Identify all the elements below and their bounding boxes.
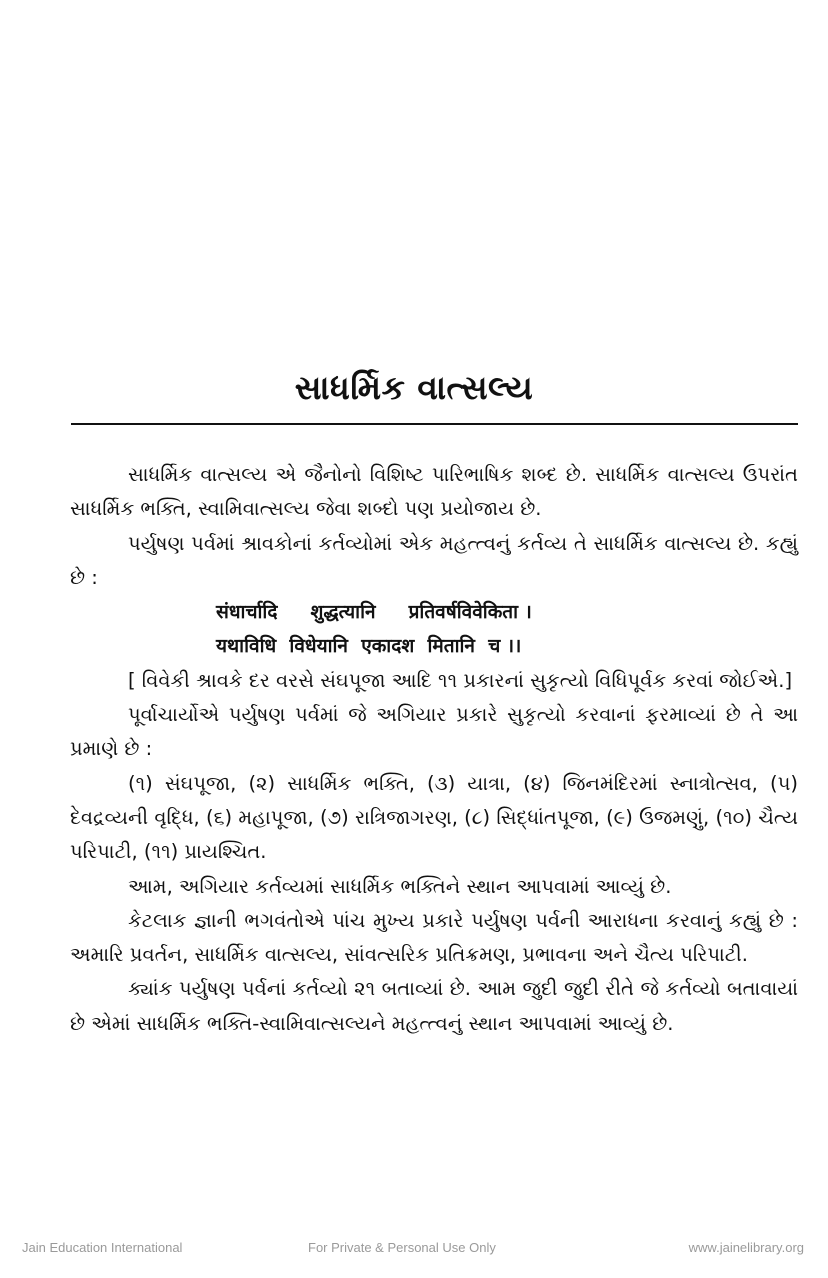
paragraph: પૂર્વાચાર્યોએ પર્યુષણ પર્વમાં જે અગિયાર પ્રકારે સુકૃત્યો કરવાનાં ફરમાવ્યાં છે તે આ પ્રમાણે છે : [70, 703, 798, 761]
numbered-duties-list: (૧) સંઘપૂજા, (૨) સાધર્મિક ભક્તિ, (૩) યાત્રા, (૪) જિનમંદિરમાં સ્નાત્રોત્સવ, (૫) દેવદ્રવ્યની વૃદ્ધિ, (૬) મહાપૂજા, (૭) રાત્રિજાગરણ, (૮) સિદ્ધાંતપૂજા, (૯) ઉજમણું, (૧૦) ચૈત્ય પરિપાટી, (૧૧) પ્રાયશ્ચિત. [70, 771, 798, 864]
footer-usage-notice: For Private & Personal Use Only [308, 1240, 496, 1255]
sanskrit-verse-line: संधार्चादि शुद्धत्यानि प्रतिवर्षविवेकिता । [216, 601, 532, 624]
body-text [70, 458, 798, 1041]
title-rule [71, 423, 798, 425]
paragraph: ક્યાંક પર્યુષણ પર્વનાં કર્તવ્યો ૨૧ બતાવ્યાં છે. આમ જુદી જુદી રીતે જે કર્તવ્યો બતાવાયાં છે એમાં સાધર્મિક ભક્તિ-સ્વામિવાત્સલ્યને મહત્ત્વનું સ્થાન આપવામાં આવ્યું છે. [70, 977, 798, 1035]
verse-translation: [ વિવેકી શ્રાવકે દર વરસે સંઘપૂજા આદિ ૧૧ પ્રકારનાં સુકૃત્યો વિધિપૂર્વક કરવાં જોઈએ.] [128, 668, 793, 692]
footer-website-link[interactable]: www.jainelibrary.org [688, 1240, 804, 1255]
paragraph: કેટલાક જ્ઞાની ભગવંતોએ પાંચ મુખ્ય પ્રકારે પર્યુષણ પર્વની આરાધના કરવાનું કહ્યું છે : અમારિ પ્રવર્તન, સાધર્મિક વાત્સલ્ય, સાંવત્સરિક પ્રતિક્રમણ, પ્રભાવના અને ચૈત્ય પરિપાટી. [70, 908, 798, 967]
paragraph: આમ, અગિયાર કર્તવ્યમાં સાધર્મિક ભક્તિને સ્થાન આપવામાં આવ્યું છે. [128, 874, 672, 898]
paragraph: સાધર્મિક વાત્સલ્ય એ જૈનોનો વિશિષ્ટ પારિભાષિક શબ્દ છે. સાધર્મિક વાત્સલ્ય ઉપરાંત સાધર્મિક ભક્તિ, સ્વામિવાત્સલ્ય જેવા શબ્દો પણ પ્રયોજાય છે. [70, 463, 798, 521]
sanskrit-verse-line: यथाविधि विधेयानि एकादश मितानि च ।। [216, 635, 522, 658]
page-title: સાધર્મિક વાત્સલ્ય [294, 368, 534, 407]
footer-publisher: Jain Education International [22, 1240, 183, 1255]
footer [0, 1240, 828, 1258]
paragraph: પર્યુષણ પર્વમાં શ્રાવકોનાં કર્તવ્યોમાં એક મહત્ત્વનું કર્તવ્ય તે સાધર્મિક વાત્સલ્ય છે. કહ્યું છે : [70, 531, 798, 589]
